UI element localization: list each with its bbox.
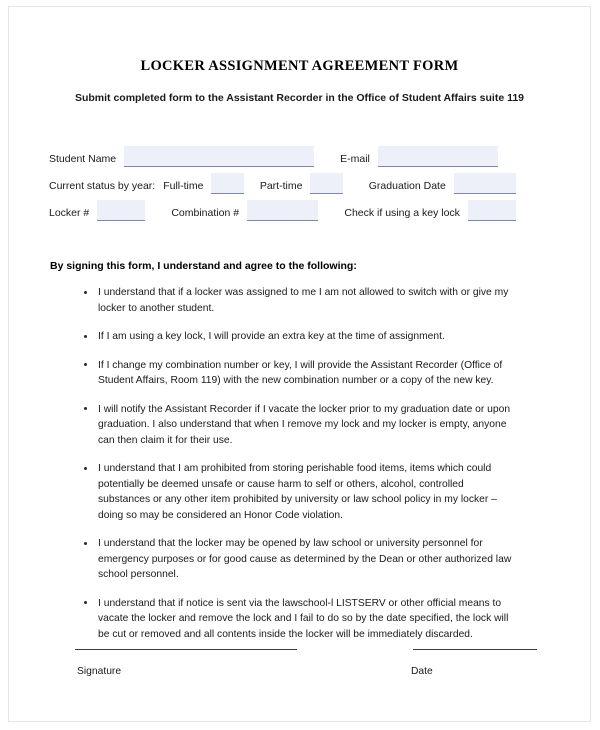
fulltime-input[interactable] (211, 173, 243, 194)
term-text: I understand that the locker may be opened by law school or university personnel for emergency purposes or for good cause as determined by the Dean or other authorized law school personnel. (98, 538, 512, 580)
student-name-input[interactable] (124, 146, 314, 167)
key-lock-input[interactable] (468, 200, 516, 221)
list-item (50, 461, 518, 523)
locker-number-input[interactable] (97, 200, 145, 221)
bullet-icon (84, 335, 87, 338)
form-fields-block (49, 141, 516, 223)
list-item (50, 329, 518, 345)
list-item (50, 596, 518, 643)
term-text: I understand that if notice is sent via the lawschool-l LISTSERV or other official means to vacate the locker and remove the lock and I fail to do so by the date specified, the lock will be cut or removed and all contents inside the locker will be immediately discarded. (98, 597, 509, 640)
term-text: I will notify the Assistant Recorder if I vacate the locker prior to my graduation date or upon graduation. I also understand that when I remove my lock and my locker is empty, anyone can then claim it for their use. (98, 403, 511, 446)
list-item (50, 536, 518, 583)
fulltime-label: Full-time (163, 180, 204, 192)
graduation-date-input[interactable] (454, 173, 516, 194)
term-text: If I am using a key lock, I will provide an extra key at the time of assignment. (98, 331, 445, 342)
date-label: Date (411, 666, 433, 677)
current-status-label: Current status by year: (49, 180, 156, 192)
student-name-label: Student Name (49, 153, 117, 165)
list-item (50, 358, 518, 389)
email-label: E-mail (340, 153, 370, 165)
graduation-date-label: Graduation Date (368, 180, 446, 192)
bullet-icon (84, 363, 87, 366)
combination-number-input[interactable] (247, 200, 318, 221)
parttime-input[interactable] (310, 173, 342, 194)
page-title: LOCKER ASSIGNMENT AGREEMENT FORM (140, 58, 459, 74)
parttime-label: Part-time (259, 180, 303, 192)
signature-line[interactable] (75, 649, 297, 650)
bullet-icon (84, 542, 87, 545)
form-row-status-graduation (49, 168, 516, 194)
term-text: I understand that I am prohibited from storing perishable food items, items which could potentially be deemed unsafe or cause harm to self or others, alcohol, controlled substances or any other item prohibited by university or law school policy in my locker – doing so may be considered an Honor Code violation. (98, 463, 497, 521)
list-item (50, 285, 518, 316)
signature-label: Signature (77, 666, 122, 677)
combination-number-label: Combination # (171, 207, 240, 219)
bullet-icon (84, 467, 87, 470)
bullet-icon (84, 601, 87, 604)
form-row-name-email (49, 141, 516, 167)
bullet-icon (84, 407, 87, 410)
document-page (8, 6, 591, 722)
term-text: I understand that if a locker was assigned to me I am not allowed to switch with or give my locker to another student. (98, 287, 509, 314)
key-lock-label: Check if using a key lock (344, 207, 460, 219)
agreement-heading: By signing this form, I understand and agree to the following: (50, 260, 357, 272)
list-item (50, 402, 518, 449)
email-input[interactable] (378, 146, 498, 167)
bullet-icon (84, 291, 87, 294)
term-text: If I change my combination number or key, I will provide the Assistant Recorder (Office of Student Affairs, Room 119) with the new combination number or a copy of the new key. (98, 359, 503, 386)
locker-number-label: Locker # (49, 207, 90, 219)
form-row-locker-combination (49, 195, 516, 221)
page-subtitle: Submit completed form to the Assistant Recorder in the Office of Student Affairs suite 119 (74, 92, 525, 104)
agreement-terms-list (50, 285, 518, 655)
date-line[interactable] (413, 649, 537, 650)
